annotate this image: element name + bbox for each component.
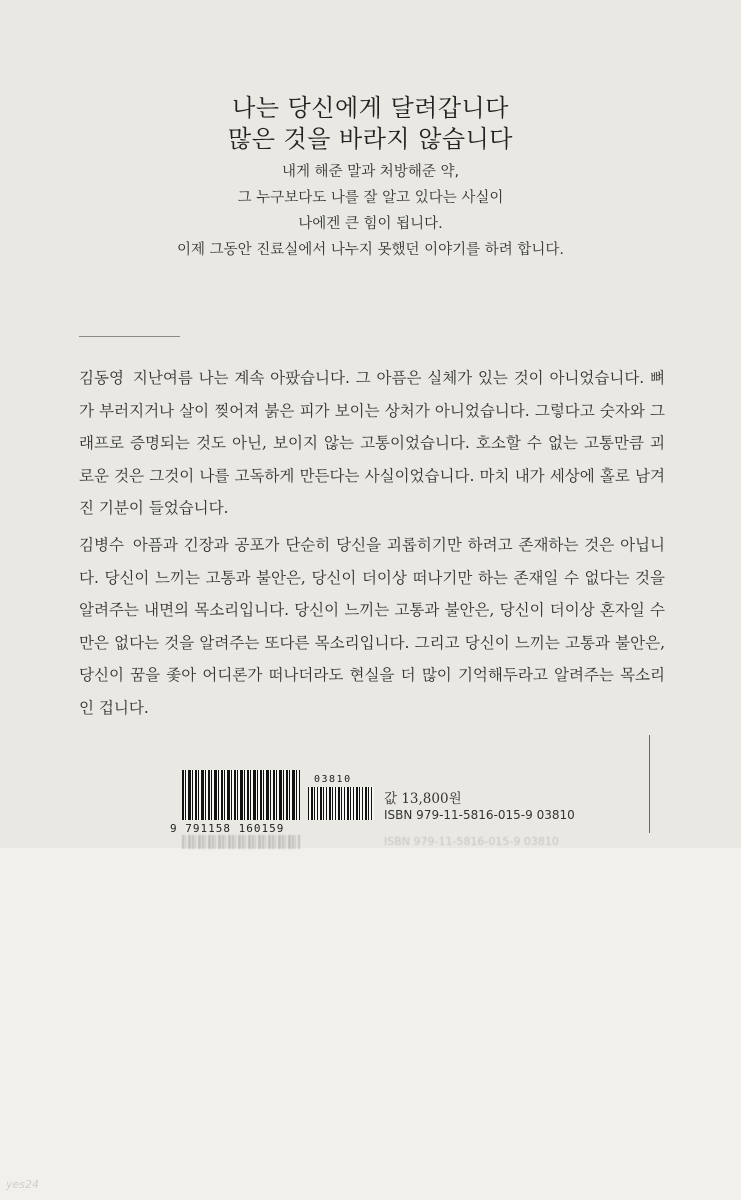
barcode-digits: 9 791158 160159: [170, 822, 285, 835]
excerpt-speaker: 김병수: [79, 536, 124, 554]
intro-line-2: 그 누구보다도 나를 잘 알고 있다는 사실이: [237, 190, 504, 206]
headline-line-1: 나는 당신에게 달려갑니다: [232, 94, 509, 122]
vertical-rule: [649, 735, 650, 833]
intro-line-3: 나에겐 큰 힘이 됩니다.: [298, 216, 443, 232]
isbn-label: ISBN 979-11-5816-015-9 03810: [384, 808, 575, 822]
excerpt-speaker: 김동영: [79, 369, 124, 387]
addon-barcode: [308, 787, 374, 820]
reflection-bars: [182, 835, 300, 849]
excerpt-text: 아픔과 긴장과 공포가 단순히 당신을 괴롭히기만 하려고 존재하는 것은 아닙니다. 당신이 느끼는 고통과 불안은, 당신이 더이상 떠나기만 하는 존재일 수 없다는 것을 알려주는 내면의 목소리입니다. 당신이 느끼는 고통과 불안은, 당신이 더이상 혼자일 수만은 없다는 것을 알려주는 또다른 목소리입니다. 그리고 당신이 느끼는 고통과 불안은, 당신이 꿈을 좇아 어디론가 떠나더라도 현실을 더 많이 기억해두라고 알려주는 목소리인 겁니다.: [79, 536, 665, 717]
barcode-addon-digits: 03810: [314, 774, 352, 785]
price-label: 값 13,800원: [384, 791, 462, 807]
intro-line-1: 내게 해준 말과 처방해준 약,: [281, 164, 460, 180]
section-divider: [79, 336, 180, 337]
store-watermark: yes24: [6, 1178, 40, 1191]
headline-line-2: 많은 것을 바라지 않습니다: [228, 125, 513, 153]
excerpt-text: 지난여름 나는 계속 아팠습니다. 그 아픔은 실체가 있는 것이 아니었습니다. 뼈가 부러지거나 살이 찢어져 붉은 피가 보이는 상처가 아니었습니다. 그렇다고 숫자와 그래프로 증명되는 것도 아닌, 보이지 않는 고통이었습니다. 호소할 수 없는 고통만큼 괴로운 것은 그것이 나를 고독하게 만든다는 사실이었습니다. 마치 내가 세상에 홀로 남겨진 기분이 들었습니다.: [79, 369, 665, 517]
reflection-text: ISBN 979-11-5816-015-9 03810: [384, 835, 559, 848]
excerpt-kim-dongyoung: [79, 362, 665, 525]
barcode-reflection: [170, 835, 560, 849]
intro-line-4: 이제 그동안 진료실에서 나누지 못했던 이야기를 하려 합니다.: [176, 242, 565, 258]
back-cover-lower-panel: [0, 848, 741, 1200]
isbn-barcode: [182, 770, 300, 820]
excerpt-kim-byungsoo: [79, 529, 665, 724]
